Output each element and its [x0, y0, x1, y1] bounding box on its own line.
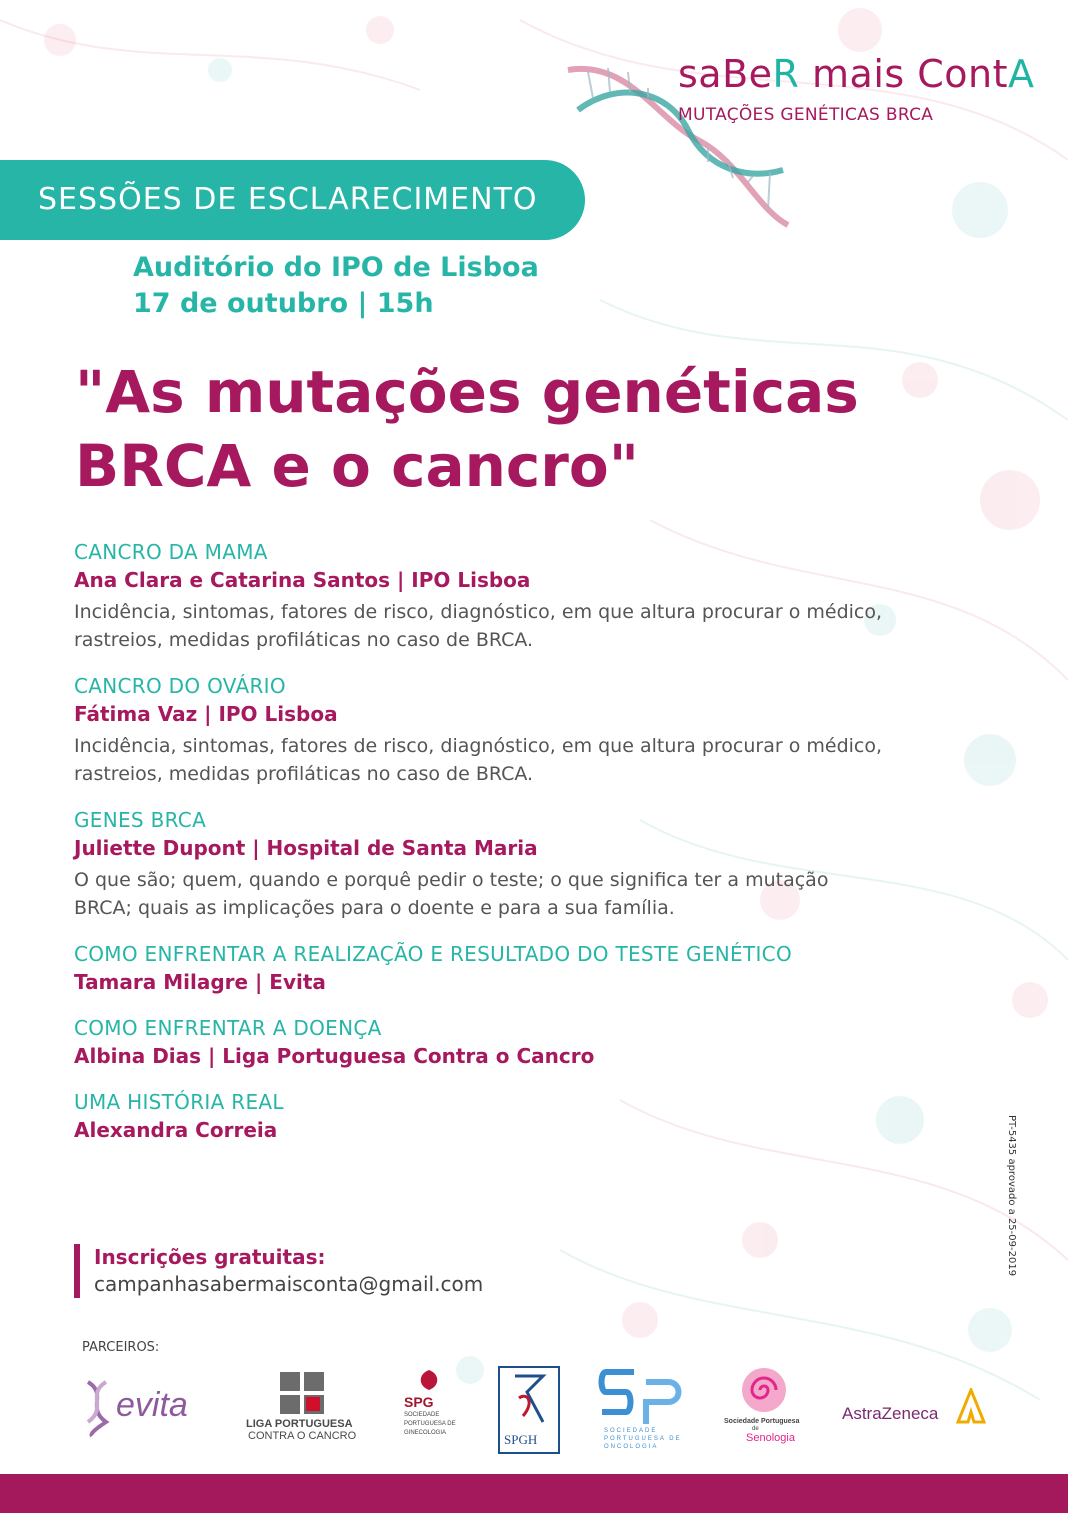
headline: [75, 355, 975, 503]
approval-code: PT-5435 aprovado a 25-09-2019: [1006, 1115, 1017, 1277]
spgh-logo: [498, 1366, 560, 1454]
session-item: [74, 672, 1024, 788]
spg-line1: SOCIEDADE: [404, 1412, 440, 1418]
logo-part-3: mais Cont: [812, 52, 1009, 96]
spo-line2: PORTUGUESA DE: [604, 1436, 682, 1442]
event-datetime: 17 de outubro | 15h: [133, 288, 434, 319]
astrazeneca-name: AstraZeneca: [842, 1404, 939, 1423]
session-title: GENES BRCA: [74, 808, 207, 832]
session-title: CANCRO DA MAMA: [74, 540, 268, 564]
dna-icon: [80, 1378, 114, 1438]
logo-part-1: saBe: [678, 52, 773, 96]
session-speaker: Albina Dias | Liga Portuguesa Contra o Cancro: [74, 1044, 595, 1068]
lpcc-name-line1: LIGA PORTUGUESA: [246, 1418, 353, 1430]
lpcc-emblem-icon: [280, 1372, 324, 1414]
sps-line1: Sociedade Portuguesa: [724, 1418, 800, 1425]
registration-block: [74, 1244, 483, 1298]
session-description-line: BRCA; quais as implicações para o doente e para a sua família.: [74, 897, 675, 919]
sps-line2: de: [752, 1426, 759, 1432]
session-speaker: Alexandra Correia: [74, 1118, 278, 1142]
logo-part-4: A: [1008, 52, 1035, 96]
spo-emblem-icon: [598, 1366, 684, 1428]
session-title: UMA HISTÓRIA REAL: [74, 1090, 284, 1114]
spg-line3: GINECOLOGIA: [404, 1430, 447, 1436]
sps-logo: [722, 1366, 808, 1450]
lpcc-logo: [246, 1372, 362, 1444]
session-speaker: Juliette Dupont | Hospital de Santa Maria: [74, 836, 538, 860]
spg-name: SPG: [404, 1394, 434, 1410]
banner-text: SESSÕES DE ESCLARECIMENTO: [38, 182, 538, 217]
lpcc-name-line2: CONTRA O CANCRO: [248, 1430, 357, 1442]
session-description-line: Incidência, sintomas, fatores de risco, diagnóstico, em que altura procurar o médico,: [74, 735, 883, 757]
logo-part-2: R: [772, 52, 813, 96]
session-description-line: rastreios, medidas profiláticas no caso de BRCA.: [74, 629, 534, 651]
spgh-emblem-icon: [509, 1372, 549, 1426]
session-title: COMO ENFRENTAR A DOENÇA: [74, 1016, 382, 1040]
headline-line-1: "As mutações genéticas: [75, 358, 859, 426]
astrazeneca-symbol-icon: [956, 1388, 986, 1424]
flower-icon: [414, 1368, 444, 1392]
event-info: [133, 250, 539, 322]
session-item: [74, 806, 1024, 922]
spiral-icon: [740, 1366, 788, 1414]
session-description-line: O que são; quem, quando e porquê pedir o teste; o que significa ter a mutação: [74, 869, 829, 891]
campaign-logo: [678, 52, 1035, 96]
session-description-line: Incidência, sintomas, fatores de risco, diagnóstico, em que altura procurar o médico,: [74, 601, 883, 623]
session-description: [74, 866, 1024, 922]
spg-logo: [400, 1368, 458, 1448]
session-item: [74, 1088, 1024, 1144]
session-speaker: Fátima Vaz | IPO Lisboa: [74, 702, 338, 726]
program-list: [74, 538, 1024, 1162]
session-item: [74, 940, 1024, 996]
sps-line3: Senologia: [746, 1432, 795, 1444]
partners-label: PARCEIROS:: [82, 1340, 160, 1355]
session-item: [74, 1014, 1024, 1070]
registration-title: Inscrições gratuitas:: [94, 1245, 326, 1269]
spg-line2: PORTUGUESA DE: [404, 1421, 456, 1427]
headline-line-2: BRCA e o cancro": [75, 432, 639, 500]
session-title: COMO ENFRENTAR A REALIZAÇÃO E RESULTADO DO TESTE GENÉTICO: [74, 942, 792, 966]
session-title: CANCRO DO OVÁRIO: [74, 674, 286, 698]
sessions-banner: [0, 160, 585, 240]
footer-bar: [0, 1474, 1068, 1513]
evita-name: evita: [116, 1386, 188, 1424]
spgh-name: SPGH: [504, 1432, 538, 1447]
session-description-line: rastreios, medidas profiláticas no caso de BRCA.: [74, 763, 534, 785]
astrazeneca-logo: [842, 1388, 988, 1428]
evita-logo: [80, 1378, 210, 1438]
session-speaker: Ana Clara e Catarina Santos | IPO Lisboa: [74, 568, 531, 592]
session-description: [74, 732, 1024, 788]
spo-line1: SOCIEDADE: [604, 1428, 658, 1434]
spo-logo: [596, 1366, 686, 1454]
session-speaker: Tamara Milagre | Evita: [74, 970, 326, 994]
campaign-subtitle: MUTAÇÕES GENÉTICAS BRCA: [678, 105, 934, 125]
spo-line3: ONCOLOGIA: [604, 1444, 659, 1450]
event-venue: Auditório do IPO de Lisboa: [133, 252, 539, 283]
session-description: [74, 598, 1024, 654]
session-item: [74, 538, 1024, 654]
registration-email[interactable]: campanhasabermaisconta@gmail.com: [94, 1272, 484, 1296]
